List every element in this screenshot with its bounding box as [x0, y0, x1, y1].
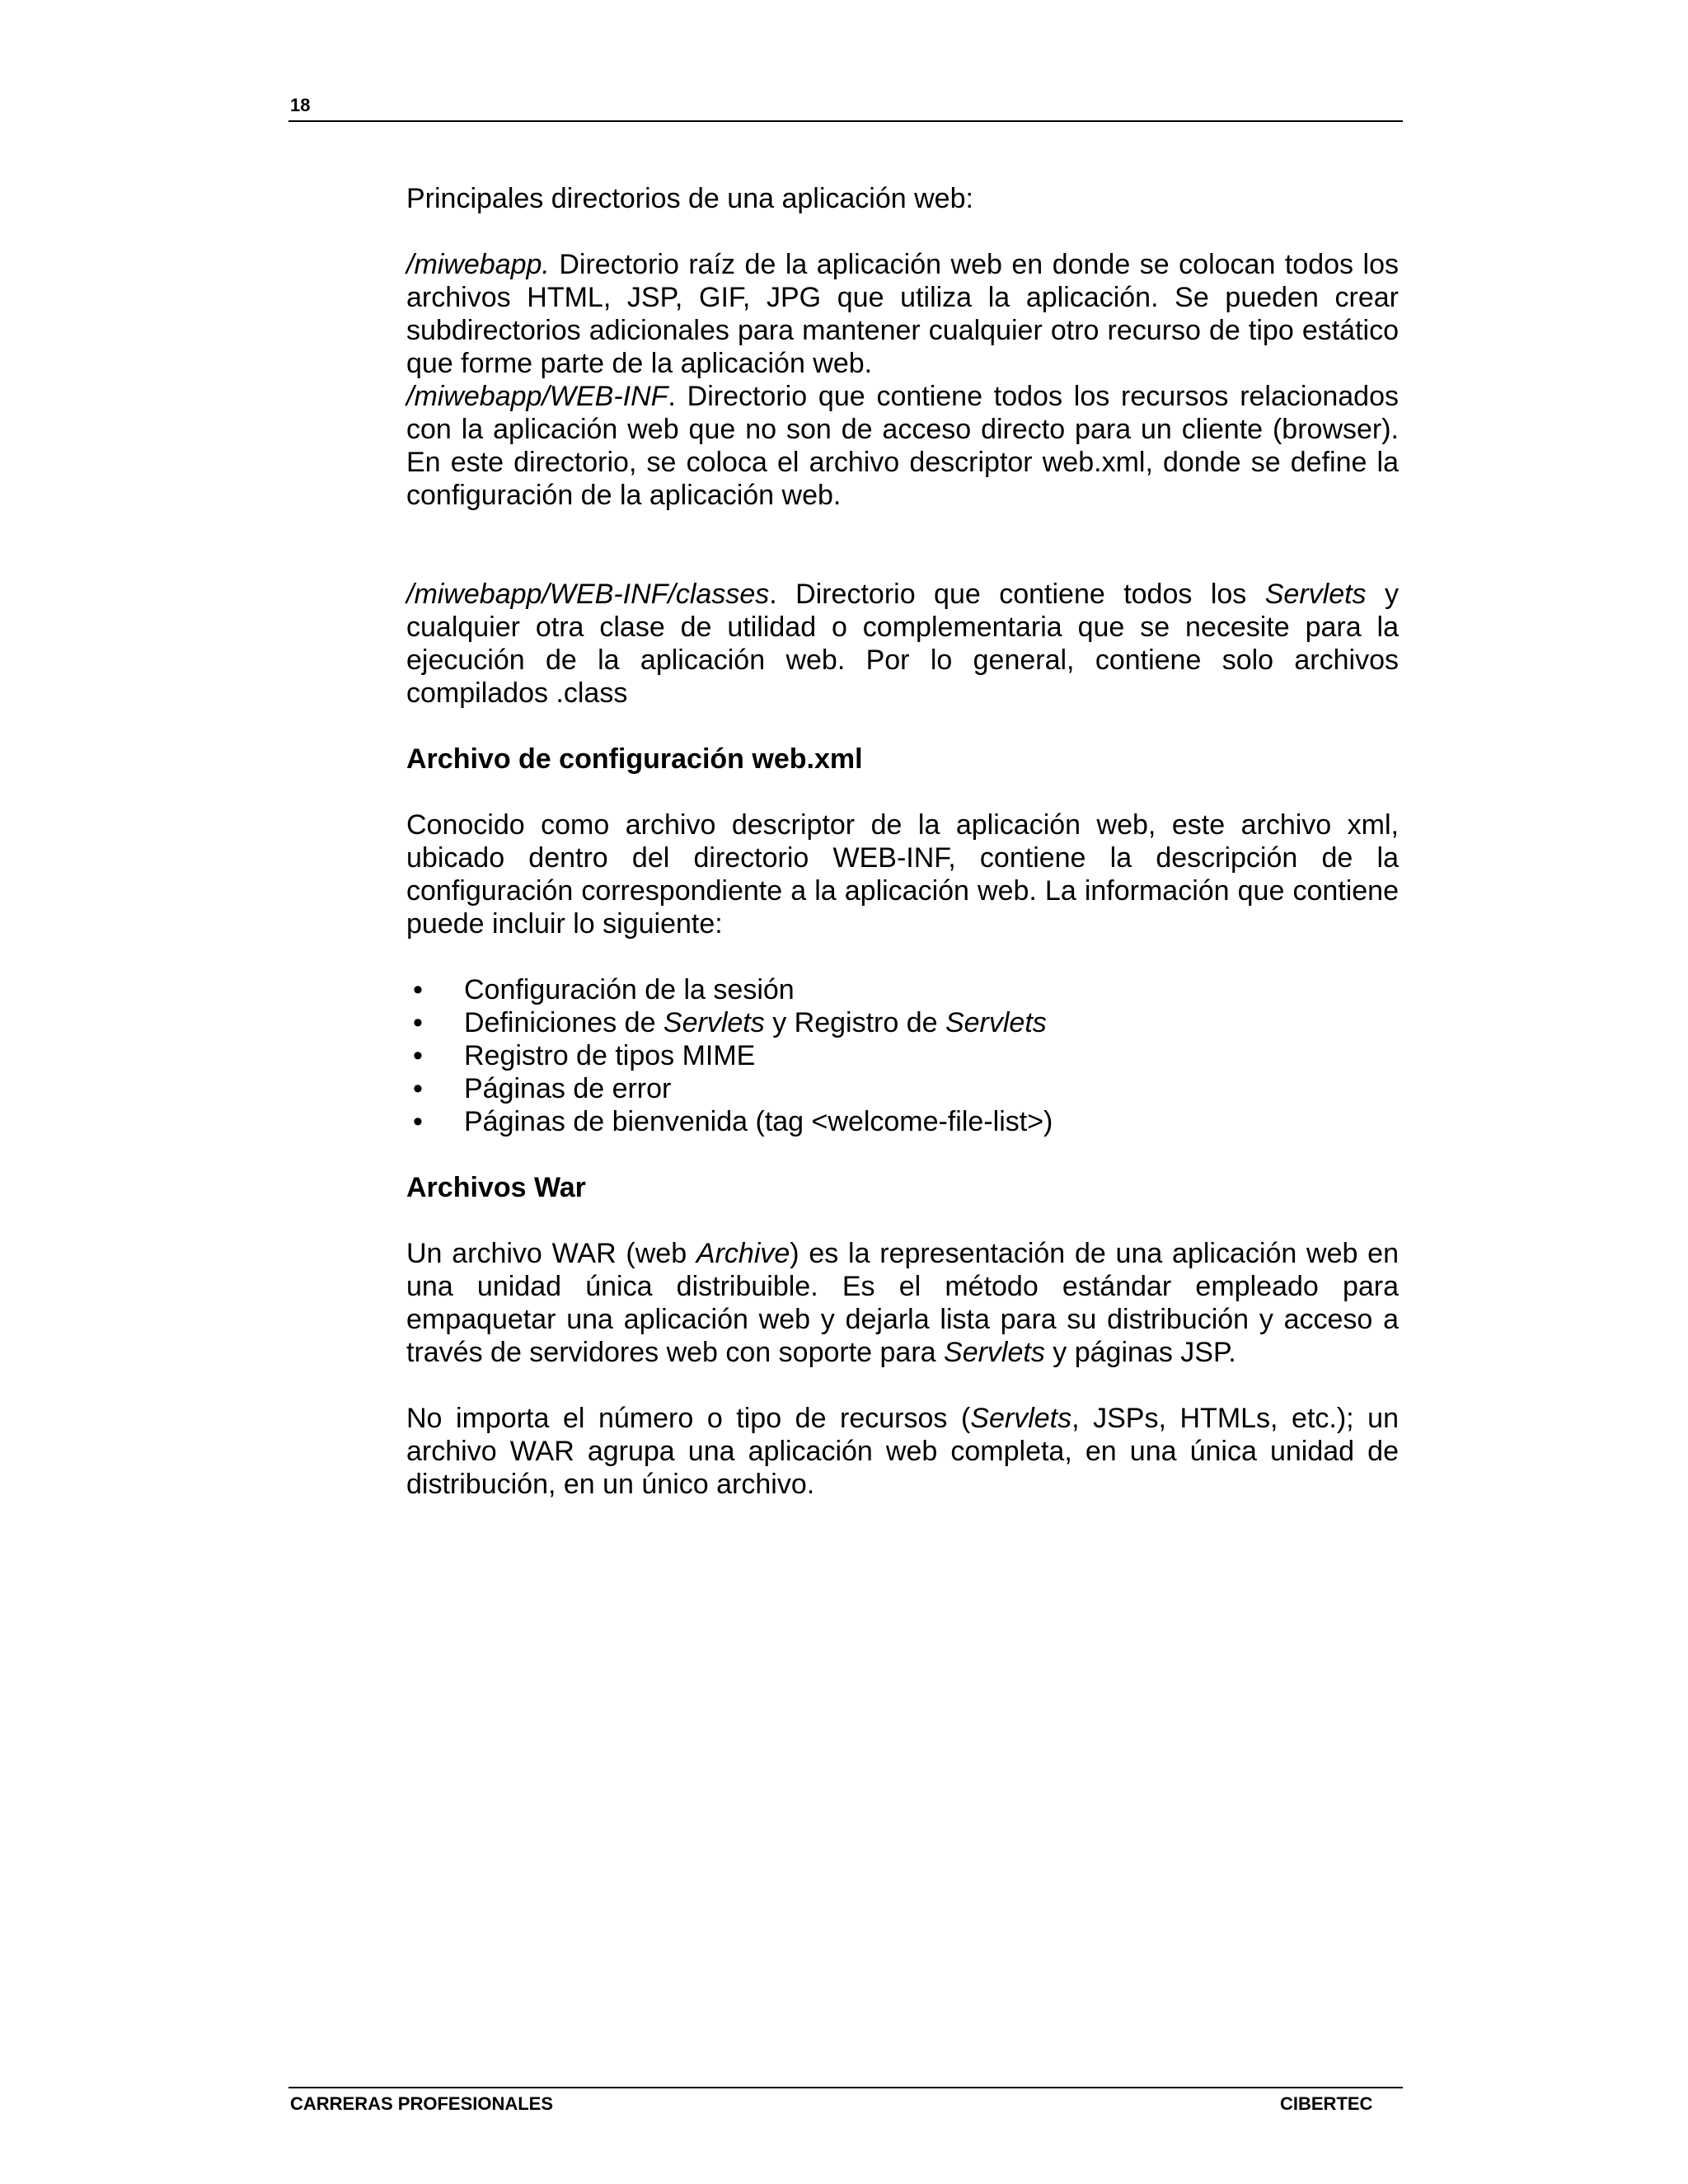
dir-classes-paragraph: [406, 578, 1399, 710]
dir-classes-text-a: . Directorio que contiene todos los: [769, 579, 1265, 610]
dir-root-path: /miwebapp.: [406, 249, 550, 280]
dir-root-paragraph: [406, 248, 1399, 380]
item-session: Configuración de la sesión: [464, 974, 795, 1005]
item-mime: Registro de tipos MIME: [464, 1040, 756, 1071]
war-heading: Archivos War: [406, 1172, 586, 1203]
list-item: [406, 1039, 1399, 1072]
dir-webinf-path: /miwebapp/WEB-INF: [406, 381, 668, 412]
war-paragraph-2: [406, 1402, 1399, 1501]
bullet-icon: •: [413, 1007, 423, 1038]
war-p1-b: ) es la representación de una aplicación web en una unidad única distribuible. Es el método estándar empleado para empaquetar una aplicación web y dejarla lista para su distribución y acceso a través de servidores web con soporte para: [406, 1238, 1399, 1368]
header-rule: [288, 120, 1403, 122]
dir-root-text: Directorio raíz de la aplicación web en donde se colocan todos los archivos HTML, JSP, GIF, JPG que utiliza la aplicación. Se pueden crear subdirectorios adicionales para mantener cualquier otro recurso de tipo estático que forme parte de la aplicación web.: [406, 249, 1399, 379]
war-p2-b: , JSPs, HTMLs, etc.); un archivo WAR agrupa una aplicación web completa, en una única unidad de distribución, en un único archivo.: [406, 1403, 1399, 1500]
config-paragraph: Conocido como archivo descriptor de la aplicación web, este archivo xml, ubicado dentro del directorio WEB-INF, contiene la descripción de la configuración correspondiente a la aplicación web. La información que contiene puede incluir lo siguiente:: [406, 809, 1399, 940]
bullet-icon: •: [413, 1073, 423, 1104]
list-item: [406, 1006, 1399, 1039]
item-defs-a: Definiciones de: [464, 1007, 663, 1038]
war-paragraph-1: [406, 1237, 1399, 1369]
dir-classes-text-b: y cualquier otra clase de utilidad o complementaria que se necesite para la ejecución de la aplicación web. Por lo general, contiene solo archivos compilados .class: [406, 579, 1400, 709]
intro-text: Principales directorios de una aplicación web:: [406, 183, 973, 214]
dir-classes-servlets: Servlets: [1264, 579, 1367, 610]
footer-rule: [288, 2087, 1403, 2088]
footer-right-text: CIBERTEC: [1280, 2093, 1373, 2114]
dir-webinf-paragraph: [406, 380, 1399, 512]
bullet-icon: •: [413, 974, 423, 1005]
war-p1-a: Un archivo WAR (web: [406, 1238, 696, 1269]
config-heading: Archivo de configuración web.xml: [406, 743, 863, 775]
dir-classes-path: /miwebapp/WEB-INF/classes: [406, 579, 770, 610]
dir-webinf-text: . Directorio que contiene todos los recursos relacionados con la aplicación web que no son de acceso directo para un cliente (browser). En este directorio, se coloca el archivo descriptor web.xml, donde se define la configuración de la aplicación web.: [406, 381, 1399, 511]
page-content: [406, 182, 1399, 1501]
war-p1-c: y páginas JSP.: [1044, 1337, 1236, 1368]
war-p1-archive: Archive: [696, 1238, 790, 1269]
war-p1-servlets: Servlets: [944, 1337, 1045, 1368]
page-number: 18: [290, 95, 311, 115]
list-item: [406, 973, 1399, 1006]
item-error: Páginas de error: [464, 1073, 672, 1104]
war-p2-servlets: Servlets: [970, 1403, 1072, 1434]
bullet-icon: •: [413, 1040, 423, 1071]
list-item: [406, 1105, 1399, 1138]
list-item: [406, 1072, 1399, 1105]
config-list: [406, 973, 1399, 1138]
item-defs-servlets-2: Servlets: [945, 1007, 1047, 1038]
item-defs-servlets-1: Servlets: [663, 1007, 765, 1038]
war-p2-a: No importa el número o tipo de recursos (: [406, 1403, 971, 1434]
item-welcome: Páginas de bienvenida (tag <welcome-file-list>): [464, 1106, 1053, 1137]
bullet-icon: •: [413, 1106, 423, 1137]
item-defs-b: y Registro de: [764, 1007, 945, 1038]
footer-left-text: CARRERAS PROFESIONALES: [290, 2093, 554, 2114]
